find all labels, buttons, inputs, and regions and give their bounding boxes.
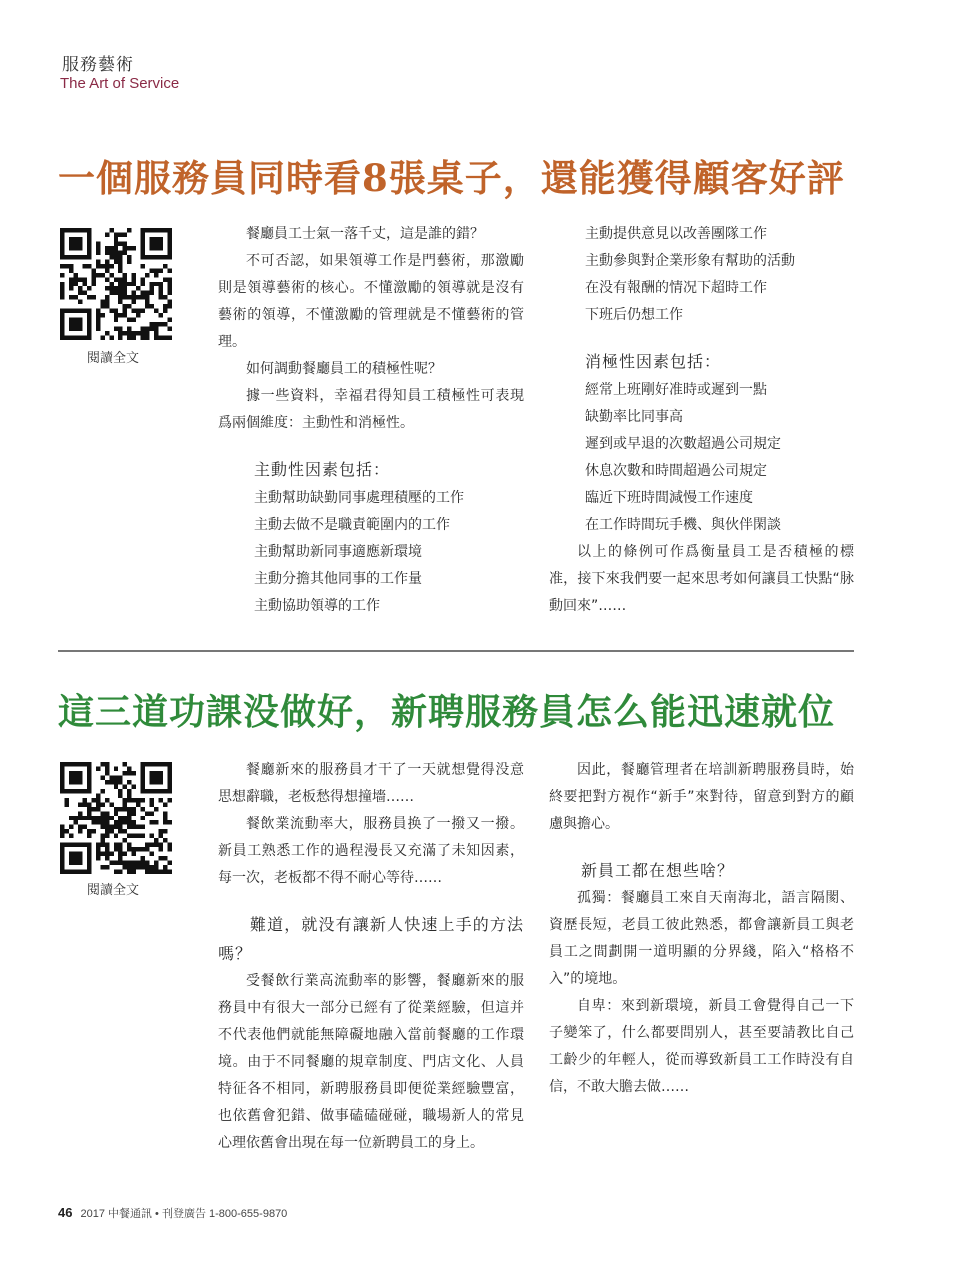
paragraph: 受餐飲行業高流動率的影響，餐廳新來的服務員中有很大一部分已經有了從業經驗，但這并不代表他們就能無障礙地融入當前餐廳的工作環境。由于不同餐廳的規章制度、門店文化、人員特征各不相同，新聘服務員即便從業經驗豐富，也依舊會犯錯、做事磕磕碰碰，職場新人的常見心理依舊會出現在每一位新聘員工的身上。 [218, 973, 524, 1151]
active-factors-heading: 主動性因素包括： [254, 460, 391, 479]
list-item: 下班后仍想工作 [585, 307, 683, 323]
paragraph: 不可否認，如果領導工作是門藝術，那激勵則是領導藝術的核心。不懂激勵的領導就是沒有藝術的領導，不懂激勵的管理就是不懂藝術的管理。 [218, 253, 524, 350]
list-item: 經常上班剛好准時或遲到一點 [585, 382, 767, 398]
paragraph: 餐廳新來的服務員才干了一天就想覺得没意思想辭職，老板愁得想撞墻…… [218, 762, 524, 805]
list-item: 在工作時間玩手機、與伙伴閑談 [585, 517, 781, 533]
read-full-article-link[interactable]: 閱讀全文 [87, 883, 140, 898]
article-divider [58, 650, 854, 652]
list-item: 在没有報酬的情况下超時工作 [585, 280, 767, 296]
list-item: 主動協助領導的工作 [254, 598, 380, 614]
subheading: 新員工都在想些啥？ [581, 861, 735, 880]
negative-factors-heading: 消極性因素包括： [585, 352, 722, 371]
list-item: 休息次數和時間超過公司規定 [585, 463, 767, 479]
list-item: 主動去做不是職責範圍内的工作 [254, 517, 450, 533]
list-item: 主動參與對企業形象有幫助的活動 [585, 253, 795, 269]
section-subtitle: The Art of Service [60, 75, 180, 92]
footer-text: 2017 中餐通訊 • 刊登廣告 1-800-655-9870 [80, 1208, 288, 1220]
list-item: 主動幫助新同事適應新環境 [254, 544, 422, 560]
list-item: 臨近下班時間減慢工作速度 [585, 490, 753, 506]
page-footer [58, 1205, 287, 1221]
read-full-article-link[interactable]: 閱讀全文 [87, 351, 140, 366]
list-item: 主動分擔其他同事的工作量 [254, 571, 422, 587]
paragraph: 自卑：來到新環境，新員工會覺得自己一下子變笨了，什么都要問别人，甚至要請教比自己工齡少的年輕人，從而導致新員工工作時没有自信，不敢大膽去做…… [549, 998, 854, 1095]
article1-column-2 [549, 221, 854, 620]
paragraph: 因此，餐廳管理者在培訓新聘服務員時，始終要把對方視作“新手”來對待，留意到對方的顧慮與擔心。 [549, 762, 854, 832]
section-title: 服務藝術 [62, 55, 134, 75]
article2-title[interactable]: 這三道功課没做好，新聘服務員怎么能迅速就位 [58, 691, 836, 733]
paragraph: 以上的條例可作爲衡量員工是否積極的標准，接下來我們要一起來思考如何讓員工快點“脉動回來”…… [549, 544, 854, 614]
paragraph: 餐飲業流動率大，服務員换了一撥又一撥。新員工熟悉工作的過程漫長又充滿了未知因素，每一次，老板都不得不耐心等待…… [218, 816, 524, 886]
article1-column-1 [218, 221, 524, 620]
list-item: 主動提供意見以改善團隊工作 [585, 226, 767, 242]
paragraph: 餐廳員工士氣一落千丈，這是誰的錯？ [246, 226, 484, 242]
paragraph: 據一些資料，幸福君得知員工積極性可表現爲兩個維度：主動性和消極性。 [218, 388, 524, 431]
paragraph: 孤獨：餐廳員工來自天南海北，語言隔閡、資歷長短，老員工彼此熟悉，都會讓新員工與老員工之間劃開一道明顯的分界綫，陷入“格格不入”的境地。 [549, 890, 854, 987]
article2-column-2 [549, 757, 854, 1101]
qr-code-icon[interactable] [60, 228, 172, 340]
paragraph: 如何調動餐廳員工的積極性呢？ [246, 361, 442, 377]
subheading: 難道，就没有讓新人快速上手的方法嗎？ [218, 915, 524, 963]
list-item: 缺勤率比同事高 [585, 409, 683, 425]
qr-code-icon[interactable] [60, 762, 172, 874]
list-item: 主動幫助缺勤同事處理積壓的工作 [254, 490, 464, 506]
article1-title[interactable]: 一個服務員同時看8張桌子，還能獲得顧客好評 [58, 156, 845, 200]
article2-column-1 [218, 757, 524, 1157]
list-item: 遲到或早退的次數超過公司規定 [585, 436, 781, 452]
page-number: 46 [58, 1205, 73, 1220]
